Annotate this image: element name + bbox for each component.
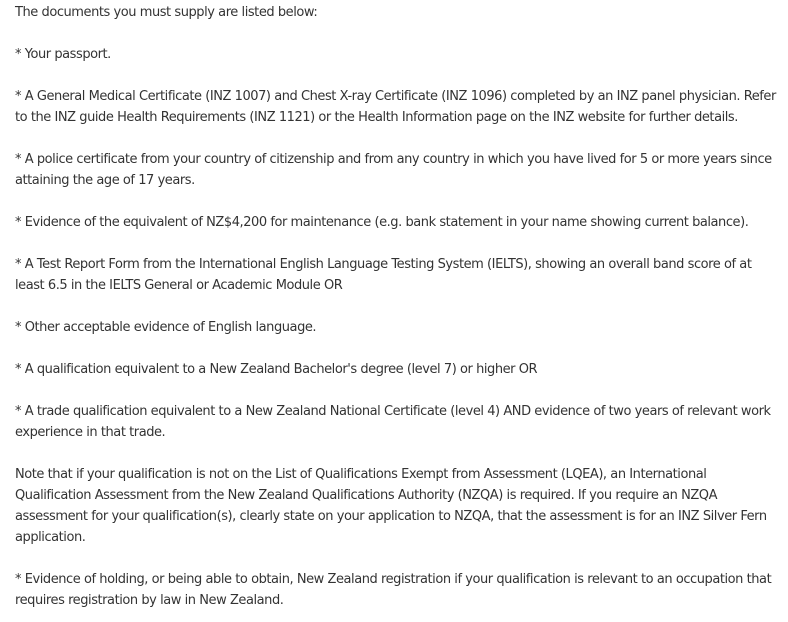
requirement-medical: * A General Medical Certificate (INZ 1007) and Chest X-ray Certificate (INZ 1096) completed by an INZ panel physician. Refer to the INZ guide Health Requirements (INZ 1121) or the Health Information page on the INZ website for further details. (15, 89, 776, 125)
requirement-maintenance-funds: * Evidence of the equivalent of NZ$4,200 for maintenance (e.g. bank statement in your name showing current balance). (15, 215, 749, 230)
requirement-ielts: * A Test Report Form from the International English Language Testing System (IELTS), showing an overall band score of at least 6.5 in the IELTS General or Academic Module OR (15, 257, 752, 293)
intro-text: The documents you must supply are listed below: (15, 5, 318, 20)
requirement-english-evidence: * Other acceptable evidence of English language. (15, 320, 317, 335)
requirement-registration: * Evidence of holding, or being able to obtain, New Zealand registration if your qualification is relevant to an occupation that requires registration by law in New Zealand. (15, 572, 772, 608)
requirement-bachelor-degree: * A qualification equivalent to a New Zealand Bachelor's degree (level 7) or higher OR (15, 362, 538, 377)
requirement-trade-qualification: * A trade qualification equivalent to a New Zealand National Certificate (level 4) AND evidence of two years of relevant work experience in that trade. (15, 404, 771, 440)
document-body (15, 2, 780, 611)
qualification-assessment-note: Note that if your qualification is not on the List of Qualifications Exempt from Assessment (LQEA), an International Qualification Assessment from the New Zealand Qualifications Authority (NZQA) is required. If you require an NZQA assessment for your qualification(s), clearly state on your application to NZQA, that the assessment is for an INZ Silver Fern application. (15, 467, 767, 545)
requirement-police-certificate: * A police certificate from your country of citizenship and from any country in which you have lived for 5 or more years since attaining the age of 17 years. (15, 152, 772, 188)
requirement-passport: * Your passport. (15, 47, 111, 62)
